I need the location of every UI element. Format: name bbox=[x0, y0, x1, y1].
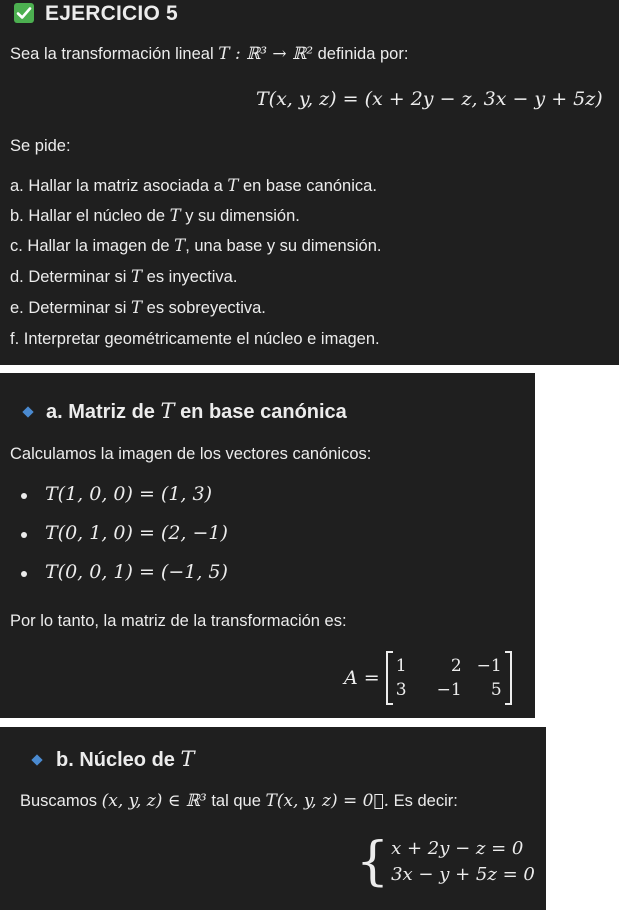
matrix-cell: 3 bbox=[395, 680, 407, 700]
task-f: f. Interpretar geométricamente el núcleo e imagen. bbox=[10, 330, 380, 348]
section-b-heading: b. Núcleo de T bbox=[56, 747, 195, 771]
bullet-dot bbox=[21, 571, 27, 577]
matrix-cell: −1 bbox=[436, 680, 462, 700]
exercise-statement-panel bbox=[0, 0, 619, 365]
bullet-dot bbox=[21, 532, 27, 538]
image-e3: T(0, 0, 1) = (−1, 5) bbox=[45, 561, 228, 583]
section-b-text: Buscamos (x, y, z) ∈ ℝ³ tal que T(x, y, z) = 0⃗. Es decir: bbox=[20, 791, 458, 811]
kernel-system bbox=[356, 832, 535, 892]
definition-formula: T(x, y, z) = (x + 2y − z, 3x − y + 5z) bbox=[256, 88, 603, 110]
matrix-cell: 1 bbox=[395, 656, 407, 676]
intro-text: Sea la transformación lineal T : ℝ³ → ℝ² definida por: bbox=[10, 44, 409, 64]
checkmark-icon bbox=[14, 3, 34, 23]
image-e2: T(0, 1, 0) = (2, −1) bbox=[45, 522, 228, 544]
asks-label: Se pide: bbox=[10, 137, 71, 155]
section-b-panel bbox=[0, 727, 546, 910]
left-brace: { bbox=[356, 832, 390, 892]
section-a-heading: a. Matriz de T en base canónica bbox=[46, 399, 347, 423]
section-a-intro: Calculamos la imagen de los vectores canónicos: bbox=[10, 445, 372, 463]
bullet-dot bbox=[21, 493, 27, 499]
matrix-cell: −1 bbox=[476, 656, 502, 676]
task-a: a. Hallar la matriz asociada a T en base canónica. bbox=[10, 176, 377, 195]
task-c: c. Hallar la imagen de T, una base y su dimensión. bbox=[10, 236, 382, 255]
section-a-panel bbox=[0, 373, 535, 718]
matrix-cell: 2 bbox=[450, 656, 462, 676]
task-d: d. Determinar si T es inyectiva. bbox=[10, 267, 238, 286]
diamond-bullet-icon bbox=[31, 754, 42, 765]
system-equation-1: x + 2y − z = 0 bbox=[391, 838, 524, 859]
task-e: e. Determinar si T es sobreyectiva. bbox=[10, 298, 266, 317]
matrix-name: A = bbox=[344, 667, 380, 689]
diamond-bullet-icon bbox=[22, 406, 33, 417]
system-equation-2: 3x − y + 5z = 0 bbox=[391, 864, 535, 885]
task-b: b. Hallar el núcleo de T y su dimensión. bbox=[10, 206, 300, 225]
exercise-title: EJERCICIO 5 bbox=[45, 2, 178, 25]
matrix-A bbox=[344, 651, 512, 705]
matrix-cell: 5 bbox=[490, 680, 502, 700]
section-a-conclusion: Por lo tanto, la matriz de la transformación es: bbox=[10, 612, 347, 630]
image-e1: T(1, 0, 0) = (1, 3) bbox=[45, 483, 213, 505]
